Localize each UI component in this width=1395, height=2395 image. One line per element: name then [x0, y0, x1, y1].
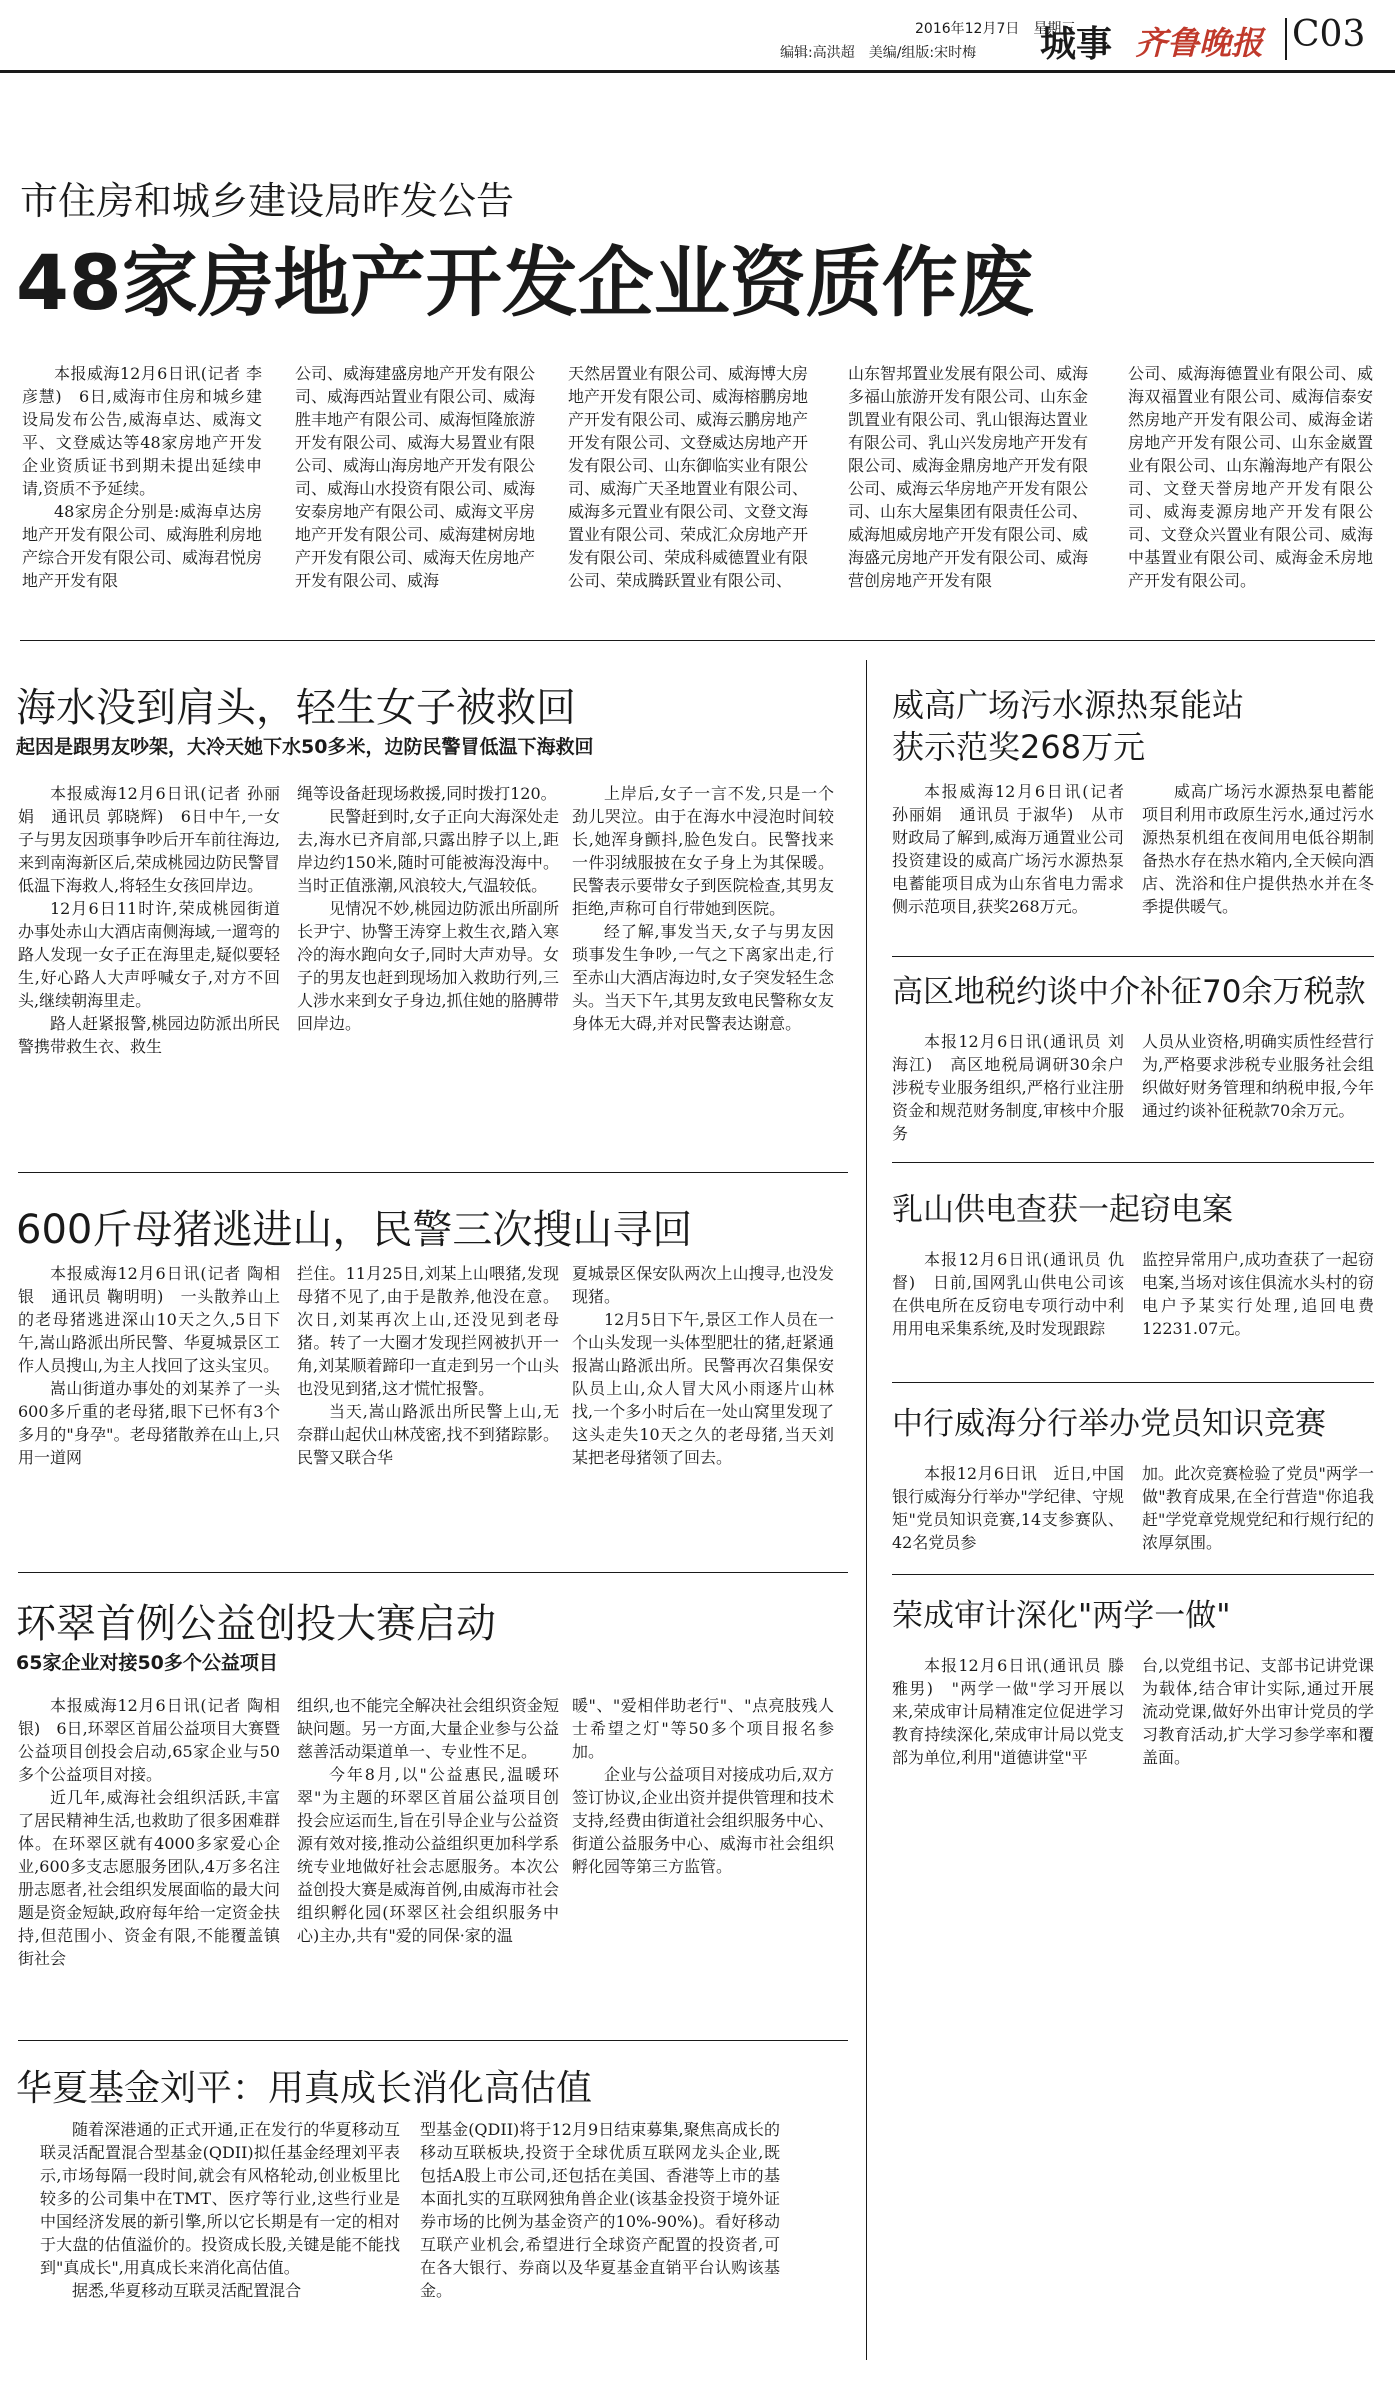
r1-title-line1: 威高广场污水源热泵能站	[892, 686, 1245, 724]
a1-c1-p1: 本报威海12月6日讯(记者 李彦慧) 6日,威海市住房和城乡建设局发布公告,威海卓达、威海文平、文登威达等48家房地产开发企业资质证书到期未提出延续申请,资质不予延续。	[22, 364, 262, 498]
a1-c4: 山东智邦置业发展有限公司、威海多福山旅游开发有限公司、山东金凯置业有限公司、乳山银海达置业有限公司、乳山兴发房地产开发有限公司、威海金鼎房地产开发有限公司、威海云华房地产开发有限公司、山东大屋集团有限责任公司、威海旭威房地产开发有限公司、威海盛元房地产开发有限公司、威海营创房地产开发有限	[848, 364, 1089, 590]
r4-title: 中行威海分行举办党员知识竞赛	[892, 1406, 1326, 1442]
a5-col1	[40, 2118, 400, 2302]
a5-c2-p1: 型基金(QDII)将于12月9日结束募集,聚焦高成长的移动互联板块,投资于全球优质互联网龙头企业,既包括A股上市公司,还包括在美国、香港等上市的基本面扎实的互联网独角兽企业(该基金投资于境外证券市场的比例为基金资产的10%-90%)。看好移动互联产业机会,希望进行全球资产配置的投资者,可在各大银行、券商以及华夏基金直销平台认购该基金。	[420, 2120, 780, 2300]
a2-c2-p3: 见情况不妙,桃园边防派出所副所长尹宁、协警王涛穿上救生衣,踏入寒冷的海水跑向女子,同时大声劝导。女子的男友也赶到现场加入救助行列,三人涉水来到女子身边,抓住她的胳膊带回岸边。	[297, 899, 559, 1033]
a3-col3	[572, 1262, 834, 1469]
a2-c1-p2: 12月6日11时许,荣成桃园街道办事处赤山大酒店南侧海域,一遛弯的路人发现一女子正在海里走,疑似要轻生,好心路人大声呼喊女子,对方不回头,继续朝海里走。	[18, 899, 280, 1010]
r2-c1: 本报12月6日讯(通讯员 刘海江) 高区地税局调研30余户涉税专业服务组织,严格行业注册资金和规范财务制度,审核中介服务	[892, 1032, 1124, 1143]
r1-c2: 威高广场污水源热泵电蓄能项目利用市政原生污水,通过污水源热泵机组在夜间用电低谷期制备热水存在热水箱内,全天候向酒店、洗浴和住户提供热水并在冬季提供暖气。	[1142, 782, 1374, 916]
right-col-divider	[866, 660, 867, 2360]
a3-c1-p1: 本报威海12月6日讯(记者 陶相银 通讯员 鞠明明) 一头散养山上的老母猪逃进深山10天之久,5日下午,嵩山路派出所民警、华夏城景区工作人员搜山,为主人找回了这头宝贝。	[18, 1264, 280, 1375]
a3-c1-p2: 嵩山街道办事处的刘某养了一头600多斤重的老母猪,眼下已怀有3个多月的"身孕"。老母猪散养在山上,只用一道网	[18, 1379, 280, 1467]
a4-c1-p2: 近几年,威海社会组织活跃,丰富了居民精神生活,也救助了很多困难群体。在环翠区就有4000多家爱心企业,600多支志愿服务团队,4万多名注册志愿者,社会组织发展面临的最大问题是资金短缺,政府每年给一定资金扶持,但范围小、资金有限,不能覆盖镇街社会	[18, 1788, 280, 1968]
a5-c1-p2: 据悉,华夏移动互联灵活配置混合	[72, 2281, 302, 2300]
a5-c1-p1: 随着深港通的正式开通,正在发行的华夏移动互联灵活配置混合型基金(QDII)拟任基金经理刘平表示,市场每隔一段时间,就会有风格轮动,创业板里比较多的公司集中在TMT、医疗等行业,这些行业是中国经济发展的新引擎,所以它长期是有一定的相对于大盘的估值溢价的。投资成长股,关键是能不能找到"真成长",用真成长来消化高估值。	[40, 2120, 400, 2277]
paper-logo: 齐鲁晚报	[1135, 24, 1264, 62]
a3-c3-p1: 夏城景区保安队两次上山搜寻,也没发现猪。	[572, 1264, 834, 1306]
a3-col2	[297, 1262, 559, 1469]
r2-c2: 人员从业资格,明确实质性经营行为,严格要求涉税专业服务社会组织做好财务管理和纳税申报,今年通过约谈补征税款70余万元。	[1142, 1032, 1374, 1120]
a1-c2: 公司、威海建盛房地产开发有限公司、威海西站置业有限公司、威海胜丰地产有限公司、威海恒隆旅游开发有限公司、威海大易置业有限公司、威海山海房地产开发有限公司、威海山水投资有限公司、威海安泰房地产有限公司、威海文平房地产开发有限公司、威海建树房地产开发有限公司、威海天佐房地产开发有限公司、威海	[295, 364, 536, 590]
r2-col2	[1142, 1030, 1374, 1122]
a3-c2-p1: 拦住。11月25日,刘某上山喂猪,发现母猪不见了,由于是散养,他没在意。次日,刘某再次上山,还没见到老母猪。转了一大圈才发现拦网被扒开一角,刘某顺着蹄印一直走到另一个山头也没见到猪,这才慌忙报警。	[297, 1264, 559, 1398]
a1-col3	[568, 362, 808, 592]
r3-c2: 监控异常用户,成功查获了一起窃电案,当场对该住俱流水头村的窃电户予某实行处理,追回电费12231.07元。	[1142, 1250, 1374, 1338]
r4-c1: 本报12月6日讯 近日,中国银行威海分行举办"学纪律、守规矩"党员知识竞赛,14支参赛队、42名党员参	[892, 1464, 1124, 1552]
a1-bottom-rule	[20, 640, 1375, 641]
a2-subtitle: 起因是跟男友吵架，大冷天她下水50多米，边防民警冒低温下海救回	[16, 736, 594, 758]
r2-col1	[892, 1030, 1124, 1145]
r4-col1	[892, 1462, 1124, 1554]
a4-c3-p2: 企业与公益项目对接成功后,双方签订协议,企业出资并提供管理和技术支持,经费由街道社会组织服务中心、街道公益服务中心、威海市社会组织孵化园等第三方监管。	[572, 1765, 834, 1876]
a2-col2	[297, 782, 559, 1035]
a4-c3-p1: 暖"、"爱相伴助老行"、"点亮肢残人士希望之灯"等50多个项目报名参加。	[572, 1696, 834, 1761]
r3-bottom-rule	[892, 1382, 1374, 1383]
r4-col2	[1142, 1462, 1374, 1554]
r3-title: 乳山供电查获一起窃电案	[892, 1192, 1233, 1228]
a2-c1-p3: 路人赶紧报警,桃园边防派出所民警携带救生衣、救生	[18, 1014, 280, 1056]
a4-col3	[572, 1694, 834, 1878]
a2-c1-p1: 本报威海12月6日讯(记者 孙丽娟 通讯员 郭晓辉) 6日中午,一女子与男友因琐事争吵后开车前往海边,来到南海新区后,荣成桃园边防民警冒低温下海救人,将轻生女孩回岸边。	[18, 784, 280, 895]
r5-c1: 本报12月6日讯(通讯员 滕雅男) "两学一做"学习开展以来,荣成审计局精准定位促进学习教育持续深化,荣成审计局以党支部为单位,利用"道德讲堂"平	[892, 1656, 1124, 1767]
r4-c2: 加。此次竞赛检验了党员"两学一做"教育成果,在全行营造"你追我赶"学党章党规党纪和行规行纪的浓厚氛围。	[1142, 1464, 1374, 1552]
a1-kicker: 市住房和城乡建设局昨发公告	[20, 179, 515, 223]
a1-c5: 公司、威海海德置业有限公司、威海双福置业有限公司、威海信泰安然房地产开发有限公司、威海金诺房地产开发有限公司、山东金崴置业有限公司、山东瀚海地产有限公司、文登天誉房地产开发有限公司、威海麦源房地产开发有限公司、文登众兴置业有限公司、威海中基置业有限公司、威海金禾房地产开发有限公司。	[1128, 364, 1373, 590]
r2-bottom-rule	[892, 1162, 1374, 1163]
r5-title: 荣成审计深化"两学一做"	[892, 1598, 1231, 1634]
a4-c2-p1: 组织,也不能完全解决社会组织资金短缺问题。另一方面,大量企业参与公益慈善活动渠道单一、专业性不足。	[297, 1696, 559, 1761]
a4-col1	[18, 1694, 280, 1970]
r1-col2	[1142, 780, 1374, 918]
r5-col2	[1142, 1654, 1374, 1769]
r3-col1	[892, 1248, 1124, 1340]
a3-title: 600斤母猪逃进山，民警三次搜山寻回	[16, 1207, 693, 1253]
a2-c3-p1: 上岸后,女子一言不发,只是一个劲儿哭泣。由于在海水中浸泡时间较长,她浑身颤抖,脸色发白。民警找来一件羽绒服披在女子身上为其保暖。民警表示要带女子到医院检查,其男友拒绝,声称可自行带她到医院。	[572, 784, 834, 918]
a3-bottom-rule	[18, 1572, 848, 1573]
a4-col2	[297, 1694, 559, 1947]
a4-c2-p2: 今年8月,以"公益惠民,温暖环翠"为主题的环翠区首届公益项目创投会应运而生,旨在引导企业与公益资源有效对接,推动公益组织更加科学系统专业地做好社会志愿服务。本次公益创投大赛是威海首例,由威海市社会组织孵化园(环翠区社会组织服务中心)主办,共有"爱的同保·家的温	[297, 1765, 559, 1945]
a4-subtitle: 65家企业对接50多个公益项目	[16, 1652, 278, 1674]
a5-title: 华夏基金刘平：用真成长消化高估值	[16, 2068, 593, 2109]
page-number: C03	[1292, 14, 1366, 55]
a2-col1	[18, 782, 280, 1058]
r1-col1	[892, 780, 1124, 918]
r1-bottom-rule	[892, 956, 1374, 957]
header-rule	[0, 70, 1395, 73]
r4-bottom-rule	[892, 1574, 1374, 1575]
section-name: 城事	[1040, 24, 1113, 65]
a1-c1-p2: 48家房企分别是:威海卓达房地产开发有限公司、威海胜利房地产综合开发有限公司、威海君悦房地产开发有限	[22, 502, 263, 590]
a4-title: 环翠首例公益创投大赛启动	[16, 1601, 496, 1647]
a2-bottom-rule	[18, 1172, 848, 1173]
a1-col2	[295, 362, 535, 592]
a2-col3	[572, 782, 834, 1035]
r1-c1: 本报威海12月6日讯(记者 孙丽娟 通讯员 于淑华) 从市财政局了解到,威海万通置业公司投资建设的威高广场污水源热泵电蓄能项目成为山东省电力需求侧示范项目,获奖268万元。	[892, 782, 1124, 916]
a1-col4	[848, 362, 1088, 592]
a1-title: 48家房地产开发企业资质作废	[16, 238, 1034, 327]
a2-c2-p1: 绳等设备赶现场救援,同时拨打120。	[297, 784, 557, 803]
r2-title: 高区地税约谈中介补征70余万税款	[892, 974, 1366, 1010]
a3-c3-p2: 12月5日下午,景区工作人员在一个山头发现一头体型肥壮的猪,赶紧通报嵩山路派出所。民警再次召集保安队员上山,众人冒大风小雨逐片山林找,一个多小时后在一处山窝里发现了这头走失10天之久的老母猪,当天刘某把老母猪领了回去。	[572, 1310, 834, 1467]
header-date: 2016年12月7日 星期三	[915, 21, 1076, 37]
r3-c1: 本报12月6日讯(通讯员 仇督) 日前,国网乳山供电公司该在供电所在反窃电专项行动中利用用电采集系统,及时发现跟踪	[892, 1250, 1124, 1338]
r1-title-line2: 获示范奖268万元	[892, 728, 1146, 766]
a2-c3-p2: 经了解,事发当天,女子与男友因琐事发生争吵,一气之下离家出走,行至赤山大酒店海边时,女子突发轻生念头。当天下午,其男友致电民警称女友身体无大碍,并对民警表达谢意。	[572, 922, 834, 1033]
a4-c1-p1: 本报威海12月6日讯(记者 陶相银) 6日,环翠区首届公益项目大赛暨公益项目创投会启动,65家企业与50多个公益项目对接。	[18, 1696, 280, 1784]
r3-col2	[1142, 1248, 1374, 1340]
a2-c2-p2: 民警赶到时,女子正向大海深处走去,海水已齐肩部,只露出脖子以上,距岸边约150米,随时可能被海没海中。当时正值涨潮,风浪较大,气温较低。	[297, 807, 559, 895]
a3-col1	[18, 1262, 280, 1469]
a5-col2	[420, 2118, 780, 2302]
r5-c2: 台,以党组书记、支部书记讲党课为载体,结合审计实际,通过开展流动党课,做好外出审计党员的学习教育活动,扩大学习参学率和覆盖面。	[1142, 1656, 1374, 1767]
header-editors: 编辑:高洪超 美编/组版:宋时梅	[780, 45, 977, 61]
r5-col1	[892, 1654, 1124, 1769]
a3-c2-p2: 当天,嵩山路派出所民警上山,无奈群山起伏山林茂密,找不到猪踪影。民警又联合华	[297, 1402, 559, 1467]
a1-col1	[22, 362, 262, 592]
header-divider	[1285, 18, 1287, 60]
a1-c3: 天然居置业有限公司、威海博大房地产开发有限公司、威海榕鹏房地产开发有限公司、威海云鹏房地产开发有限公司、文登威达房地产开发有限公司、山东御临实业有限公司、威海广天圣地置业有限公司、威海多元置业有限公司、文登文海置业有限公司、荣成汇众房地产开发有限公司、荣成科威德置业有限公司、荣成腾跃置业有限公司、	[568, 364, 809, 590]
a4-bottom-rule	[18, 2040, 848, 2041]
a2-title: 海水没到肩头，轻生女子被救回	[16, 685, 576, 731]
a1-col5	[1128, 362, 1373, 592]
